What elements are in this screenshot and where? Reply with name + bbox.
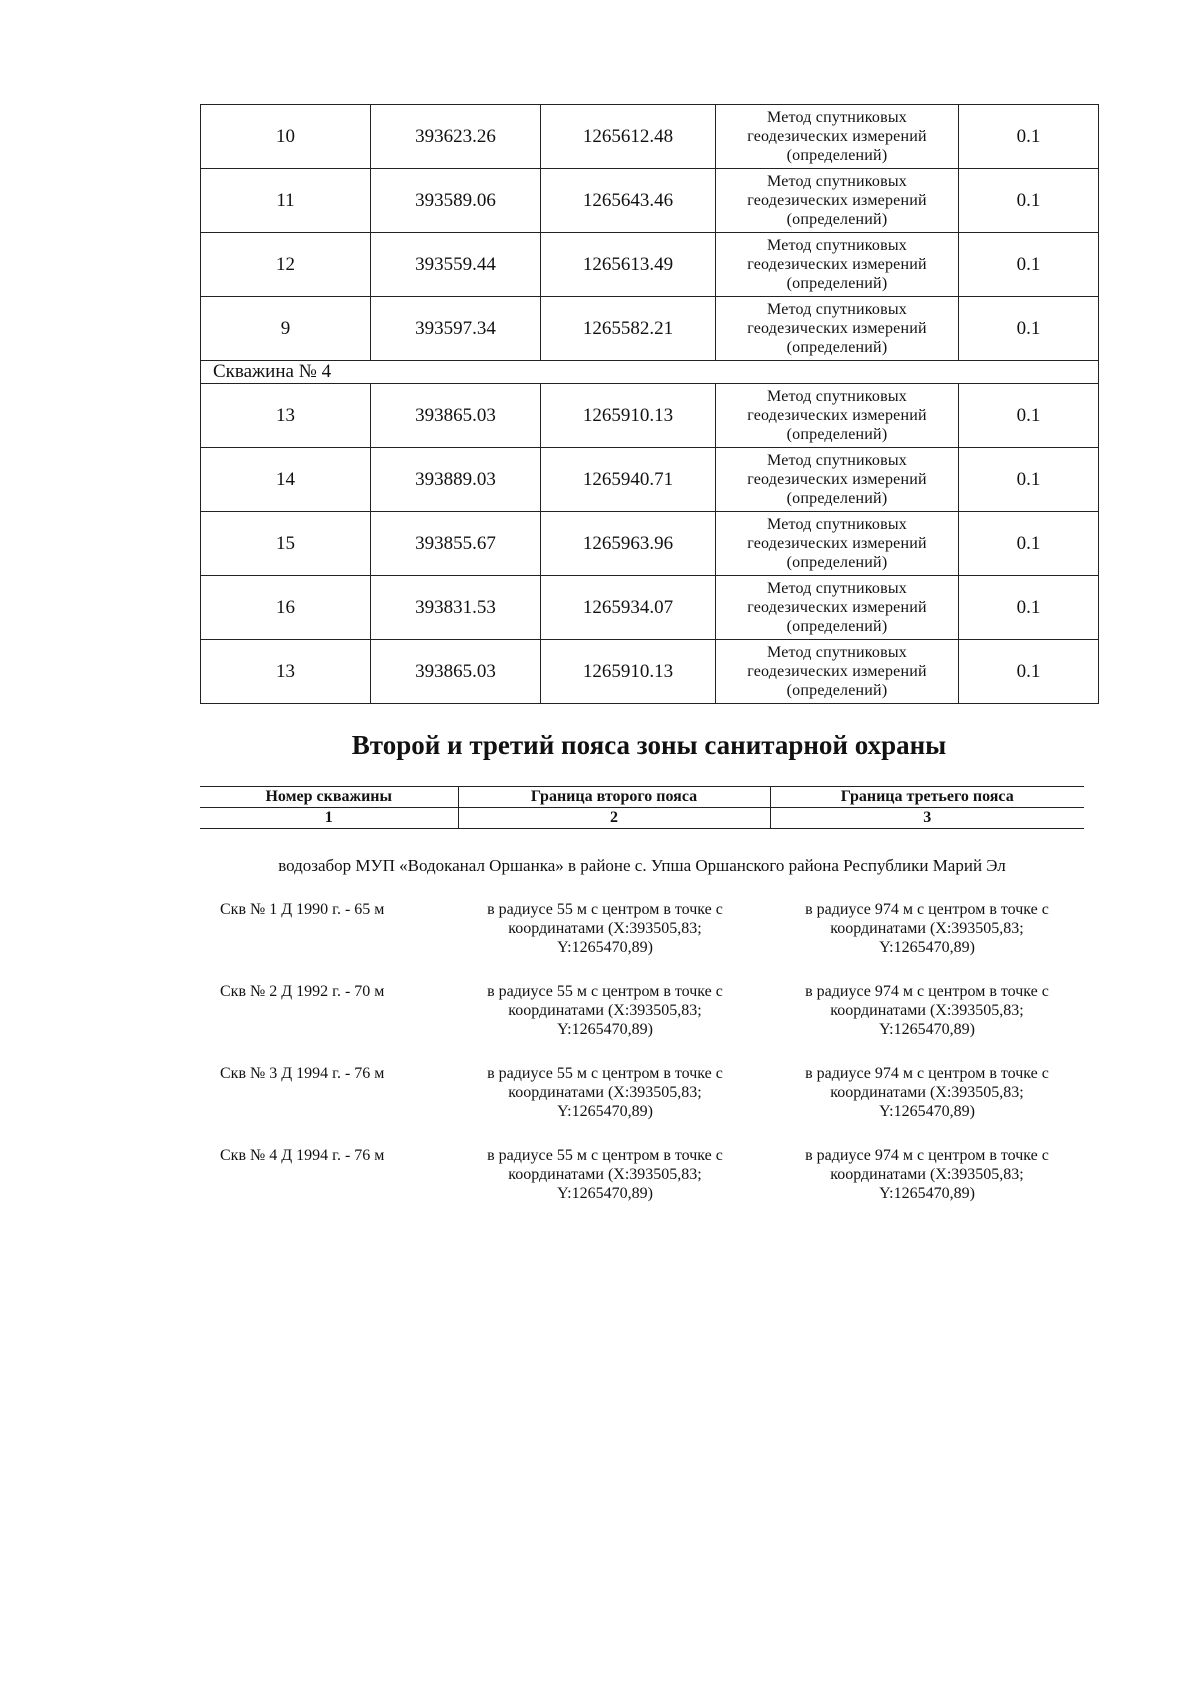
table-row xyxy=(201,297,1099,361)
coord-y: 1265934.07 xyxy=(541,576,716,640)
well-row xyxy=(200,1064,1084,1134)
table-row xyxy=(201,105,1099,169)
method-cell: Метод спутниковых геодезических измерений (определений) xyxy=(716,105,959,169)
point-number: 11 xyxy=(201,169,371,233)
point-number: 16 xyxy=(201,576,371,640)
accuracy-cell: 0.1 xyxy=(959,576,1099,640)
well-name: Скв № 4 Д 1994 г. - 76 м xyxy=(220,1147,385,1164)
water-intake-caption: водозабор МУП «Водоканал Оршанка» в районе с. Упша Оршанского района Республики Марий Эл xyxy=(278,856,1006,875)
coord-y: 1265612.48 xyxy=(541,105,716,169)
column-number-3: 3 xyxy=(770,808,1084,829)
table-row xyxy=(201,512,1099,576)
coordinates-table-body xyxy=(201,105,1099,704)
well-name: Скв № 3 Д 1994 г. - 76 м xyxy=(220,1065,385,1082)
method-cell: Метод спутниковых геодезических измерений (определений) xyxy=(716,169,959,233)
accuracy-cell: 0.1 xyxy=(959,233,1099,297)
accuracy-cell: 0.1 xyxy=(959,640,1099,704)
coord-y: 1265582.21 xyxy=(541,297,716,361)
point-number: 9 xyxy=(201,297,371,361)
point-number: 15 xyxy=(201,512,371,576)
method-cell: Метод спутниковых геодезических измерений (определений) xyxy=(716,448,959,512)
column-number-2: 2 xyxy=(458,808,770,829)
table-row xyxy=(201,233,1099,297)
coord-x: 393865.03 xyxy=(371,640,541,704)
coord-y: 1265910.13 xyxy=(541,384,716,448)
point-number: 13 xyxy=(201,384,371,448)
header-well-number: Номер скважины xyxy=(200,787,458,808)
coord-x: 393589.06 xyxy=(371,169,541,233)
coord-y: 1265963.96 xyxy=(541,512,716,576)
header-second-belt: Граница второго пояса xyxy=(458,787,770,808)
third-belt-boundary: в радиусе 974 м с центром в точке с координатами (X:393505,83; Y:1265470,89) xyxy=(805,1065,1049,1120)
third-belt-boundary: в радиусе 974 м с центром в точке с координатами (X:393505,83; Y:1265470,89) xyxy=(805,1147,1049,1202)
accuracy-cell: 0.1 xyxy=(959,512,1099,576)
coord-y: 1265940.71 xyxy=(541,448,716,512)
coord-y: 1265613.49 xyxy=(541,233,716,297)
method-cell: Метод спутниковых геодезических измерений (определений) xyxy=(716,233,959,297)
point-number: 13 xyxy=(201,640,371,704)
header-third-belt: Граница третьего пояса xyxy=(770,787,1084,808)
method-cell: Метод спутниковых геодезических измерений (определений) xyxy=(716,297,959,361)
table-row xyxy=(201,448,1099,512)
coord-y: 1265643.46 xyxy=(541,169,716,233)
coord-y: 1265910.13 xyxy=(541,640,716,704)
method-cell: Метод спутниковых геодезических измерений (определений) xyxy=(716,640,959,704)
accuracy-cell: 0.1 xyxy=(959,105,1099,169)
coord-x: 393623.26 xyxy=(371,105,541,169)
well-name: Скв № 2 Д 1992 г. - 70 м xyxy=(220,983,385,1000)
third-belt-boundary: в радиусе 974 м с центром в точке с координатами (X:393505,83; Y:1265470,89) xyxy=(805,983,1049,1038)
well-section-label: Скважина № 4 xyxy=(201,361,1099,384)
accuracy-cell: 0.1 xyxy=(959,169,1099,233)
coord-x: 393597.34 xyxy=(371,297,541,361)
accuracy-cell: 0.1 xyxy=(959,297,1099,361)
coord-x: 393889.03 xyxy=(371,448,541,512)
well-name: Скв № 1 Д 1990 г. - 65 м xyxy=(220,901,385,918)
section-row xyxy=(201,361,1099,384)
second-belt-boundary: в радиусе 55 м с центром в точке с координатами (X:393505,83; Y:1265470,89) xyxy=(487,901,723,956)
coord-x: 393559.44 xyxy=(371,233,541,297)
coord-x: 393855.67 xyxy=(371,512,541,576)
zone-header-table xyxy=(200,786,1084,829)
coordinates-table xyxy=(200,104,1099,704)
second-belt-boundary: в радиусе 55 м с центром в точке с координатами (X:393505,83; Y:1265470,89) xyxy=(487,1147,723,1202)
coord-x: 393831.53 xyxy=(371,576,541,640)
zone-section-title: Второй и третий пояса зоны санитарной охраны xyxy=(351,730,947,760)
method-cell: Метод спутниковых геодезических измерений (определений) xyxy=(716,384,959,448)
table-row xyxy=(201,640,1099,704)
point-number: 10 xyxy=(201,105,371,169)
well-row xyxy=(200,1146,1084,1216)
coord-x: 393865.03 xyxy=(371,384,541,448)
well-row xyxy=(200,982,1084,1052)
accuracy-cell: 0.1 xyxy=(959,448,1099,512)
column-number-1: 1 xyxy=(200,808,458,829)
second-belt-boundary: в радиусе 55 м с центром в точке с координатами (X:393505,83; Y:1265470,89) xyxy=(487,983,723,1038)
point-number: 14 xyxy=(201,448,371,512)
method-cell: Метод спутниковых геодезических измерений (определений) xyxy=(716,576,959,640)
table-row xyxy=(201,169,1099,233)
table-row xyxy=(201,576,1099,640)
point-number: 12 xyxy=(201,233,371,297)
table-row xyxy=(201,384,1099,448)
accuracy-cell: 0.1 xyxy=(959,384,1099,448)
third-belt-boundary: в радиусе 974 м с центром в точке с координатами (X:393505,83; Y:1265470,89) xyxy=(805,901,1049,956)
method-cell: Метод спутниковых геодезических измерений (определений) xyxy=(716,512,959,576)
second-belt-boundary: в радиусе 55 м с центром в точке с координатами (X:393505,83; Y:1265470,89) xyxy=(487,1065,723,1120)
well-row xyxy=(200,900,1084,970)
